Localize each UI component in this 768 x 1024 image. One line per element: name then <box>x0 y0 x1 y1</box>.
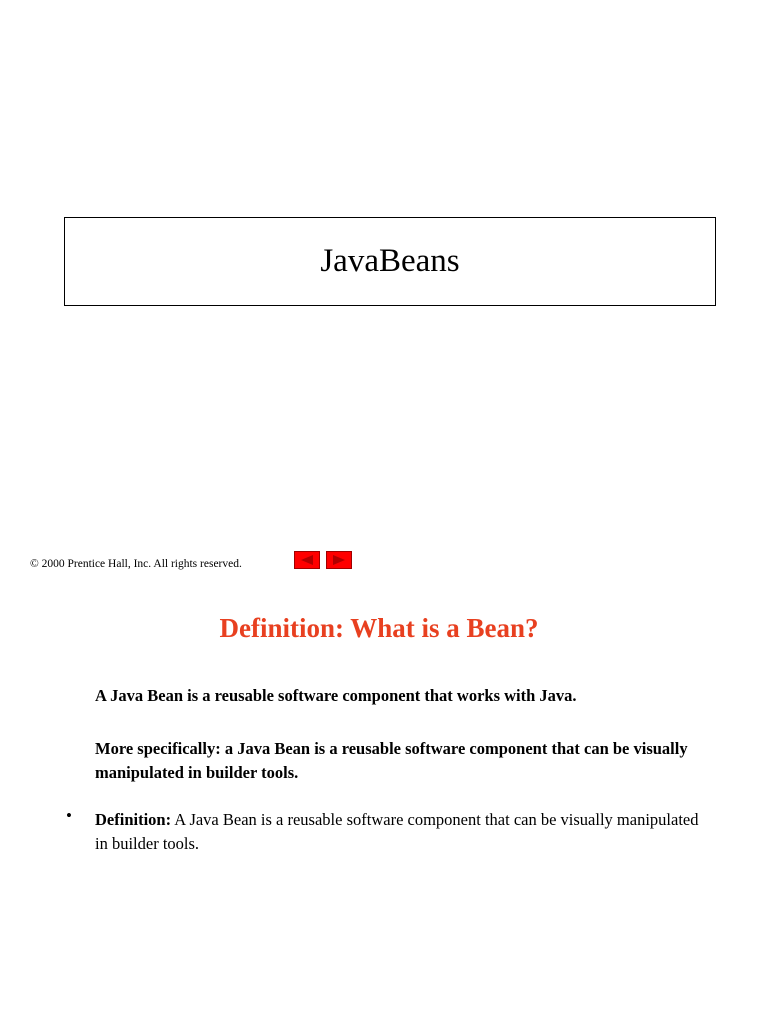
next-slide-button[interactable] <box>326 551 352 569</box>
definition-label: Definition: <box>95 810 172 829</box>
intro-paragraph: A Java Bean is a reusable software component that works with Java. <box>95 686 577 705</box>
triangle-left-icon <box>300 554 314 566</box>
specific-paragraph: More specifically: a Java Bean is a reusable software component that can be visually manipulated in builder tools. <box>95 739 688 782</box>
copyright-notice: © 2000 Prentice Hall, Inc. All rights reserved. <box>30 558 242 570</box>
previous-slide-button[interactable] <box>294 551 320 569</box>
slide-title: JavaBeans <box>320 243 460 279</box>
definition-bullet <box>95 808 715 856</box>
bullet-marker: • <box>66 806 72 825</box>
triangle-right-icon <box>332 554 346 566</box>
slide-title-box <box>64 217 716 306</box>
definition-text: A Java Bean is a reusable software component that can be visually manipulated in builder tools. <box>95 810 699 853</box>
section-heading: Definition: What is a Bean? <box>219 613 539 643</box>
